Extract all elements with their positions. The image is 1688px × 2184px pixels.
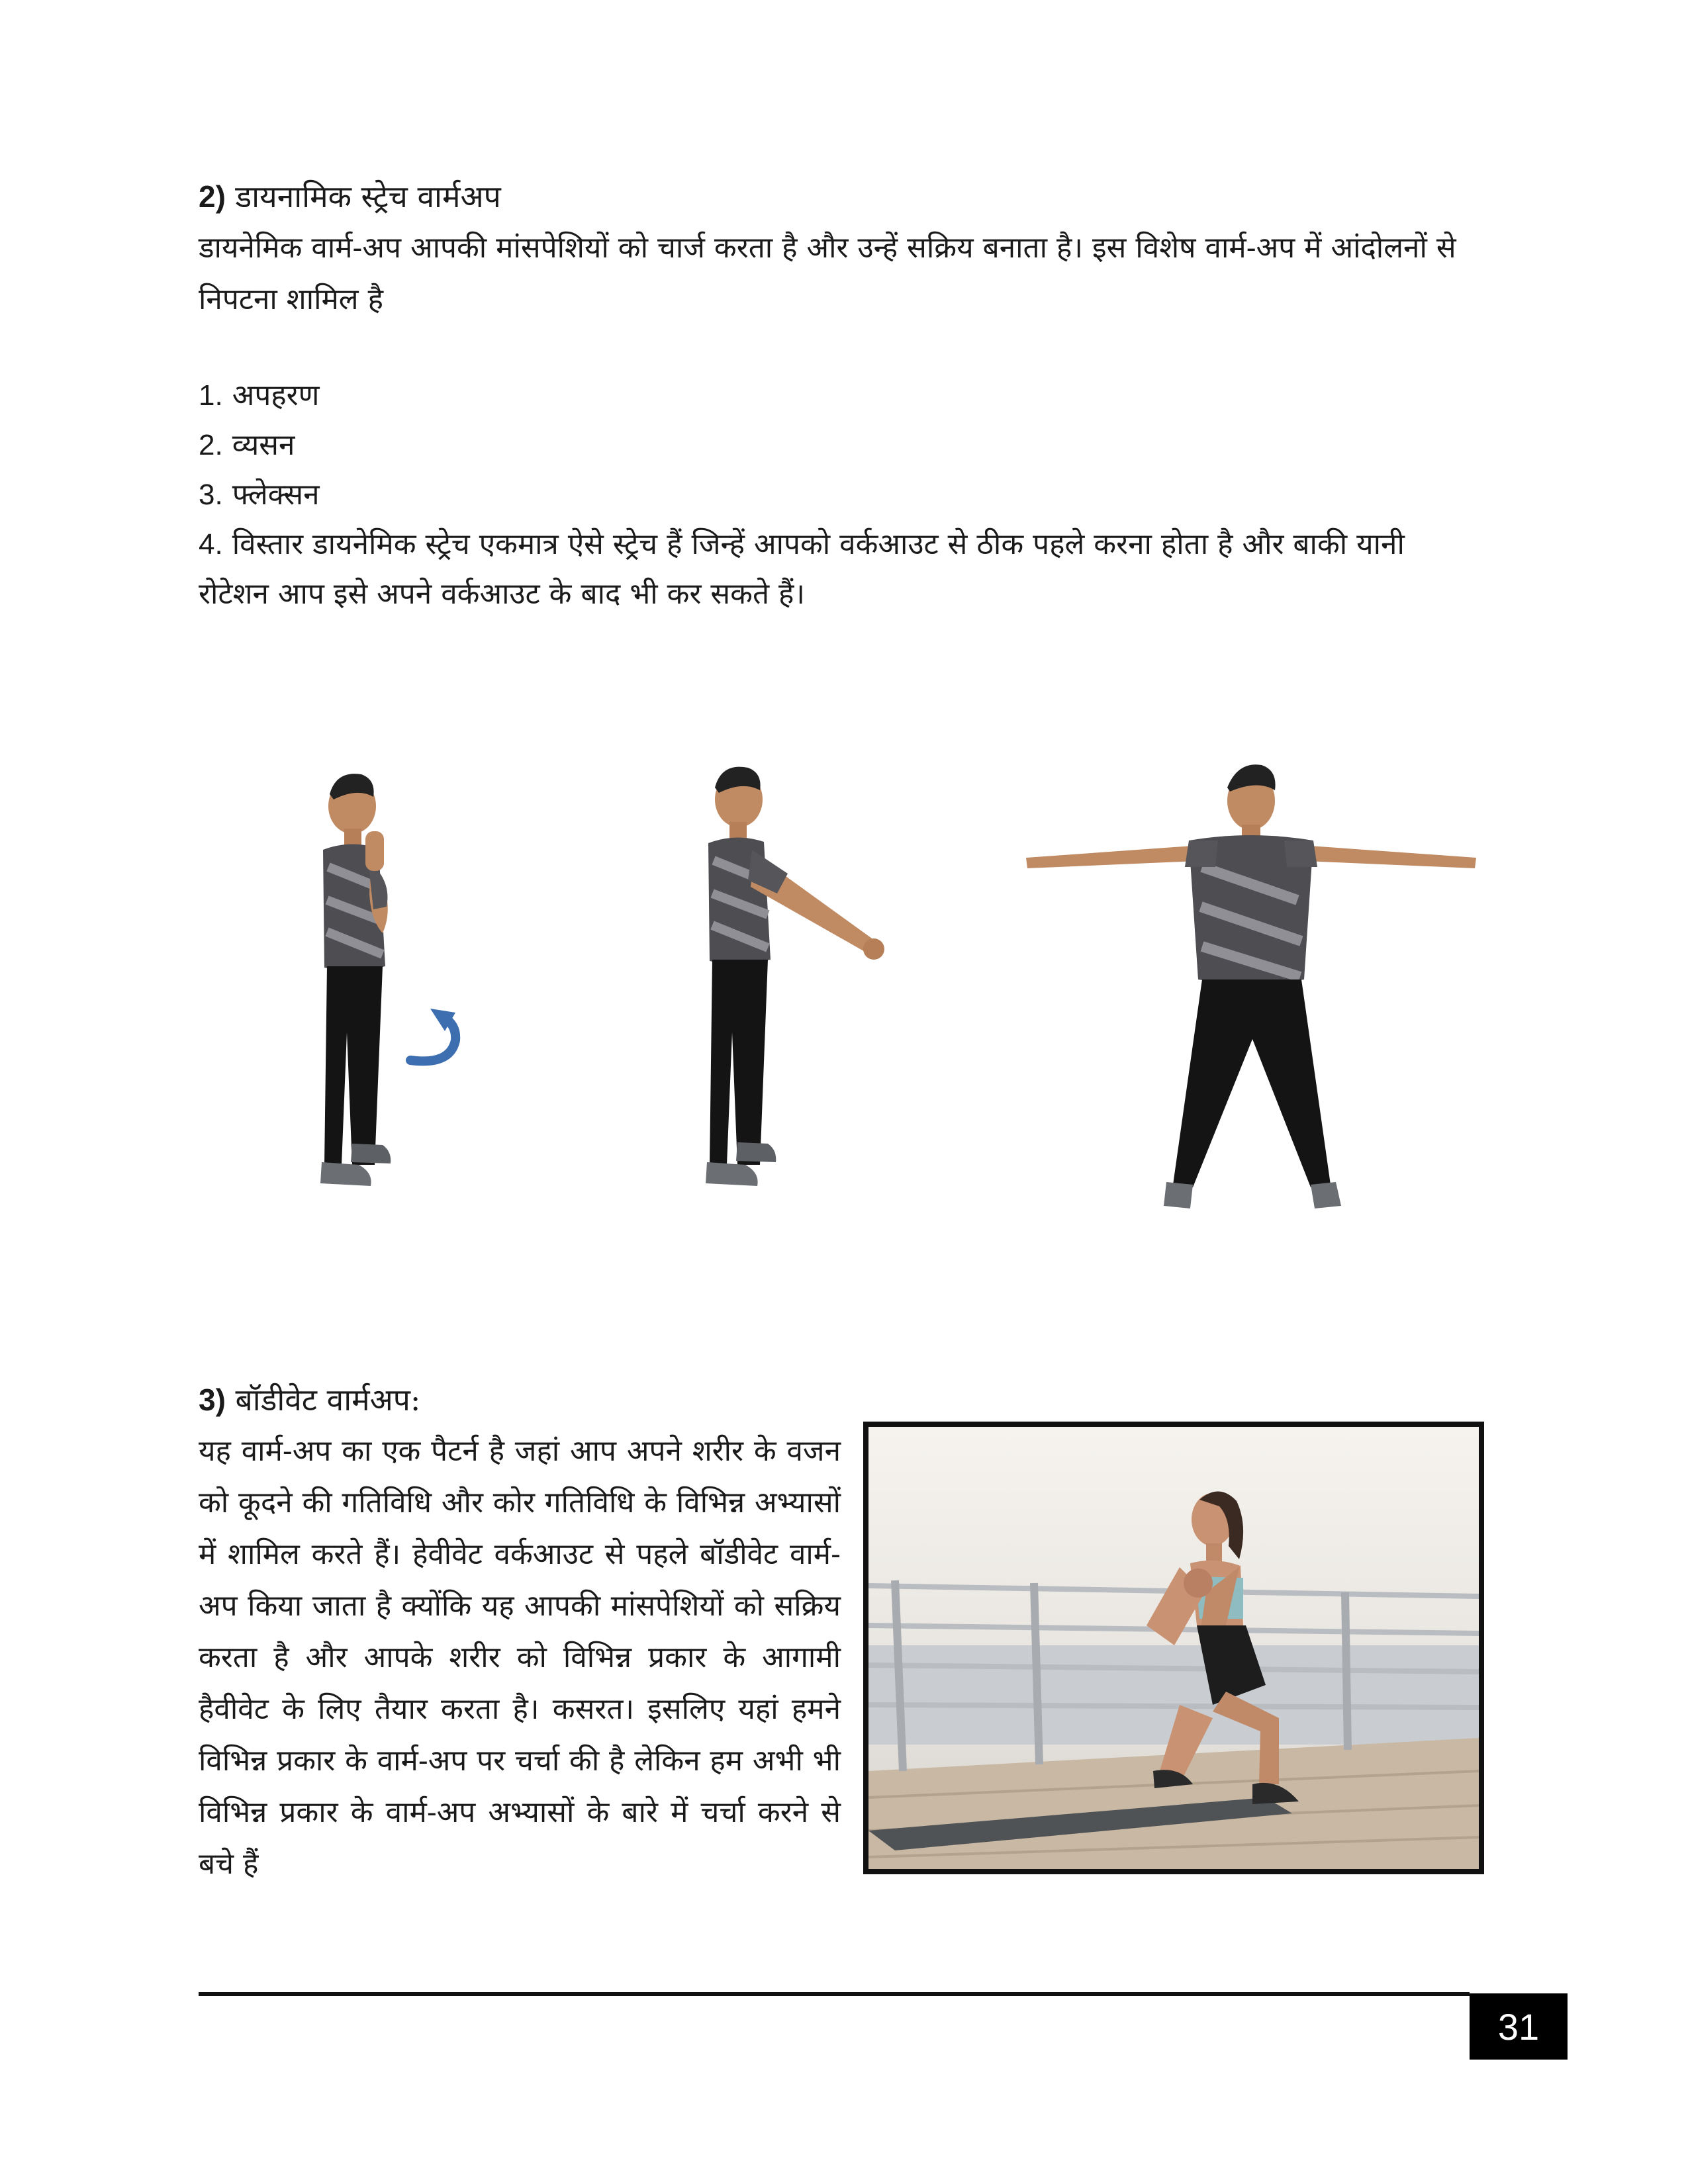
squat-photo	[863, 1422, 1484, 1874]
section-3-heading	[199, 1377, 861, 1423]
list-item: 1. अपहरण	[199, 379, 320, 412]
section-3-title: बॉडीवेट वार्मअप:	[235, 1382, 421, 1418]
section-3-number: 3)	[199, 1383, 226, 1417]
movement-list	[199, 371, 1483, 619]
section-2-number: 2)	[199, 179, 226, 214]
footer-rule	[199, 1992, 1470, 1996]
list-item: 2. व्यसन	[199, 428, 295, 462]
section-2-heading	[199, 173, 1456, 220]
section-2-title: डायनामिक स्ट्रेच वार्मअप	[235, 179, 501, 214]
list-item: 3. फ्लेक्सन	[199, 478, 320, 512]
man-arm-forward-figure	[682, 761, 894, 1218]
man-arms-out-figure	[1019, 761, 1483, 1224]
rotation-arrow-icon	[404, 999, 470, 1072]
section-2-intro: डायनेमिक वार्म-अप आपकी मांसपेशियों को चार्ज करता है और उन्हें सक्रिय बनाता है। इस विशेष वार्म-अप में आंदोलनों से निपटना शामिल है	[199, 231, 1456, 316]
list-item: 4. विस्तार डायनेमिक स्ट्रेच एकमात्र ऐसे स्ट्रेच हैं जिन्हें आपको वर्कआउट से ठीक पहले करना होता है और बाकी यानी रोटेशन आप इसे अपने वर्कआउट के बाद भी कर सकते हैं।	[199, 527, 1405, 611]
section-3-paragraph: यह वार्म-अप का एक पैटर्न है जहां आप अपने शरीर के वजन को कूदने की गतिविधि और कोर गतिविधि के विभिन्न अभ्यासों में शामिल करते हैं। हेवीवेट वर्कआउट से पहले बॉडीवेट वार्म-अप किया जाता है क्योंकि यह आपकी मांसपेशियों को सक्रिय करता है और आपके शरीर को विभिन्न प्रकार के आगामी हैवीवेट के लिए तैयार करता है। कसरत। इसलिए यहां हमने विभिन्न प्रकार के वार्म-अप पर चर्चा की है लेकिन हम अभी भी विभिन्न प्रकार के वार्म-अप अभ्यासों के बारे में चर्चा करने से बचे हैं	[199, 1434, 841, 1881]
page-number: 31	[1470, 1993, 1568, 2060]
man-rotation-figure	[305, 768, 483, 1218]
